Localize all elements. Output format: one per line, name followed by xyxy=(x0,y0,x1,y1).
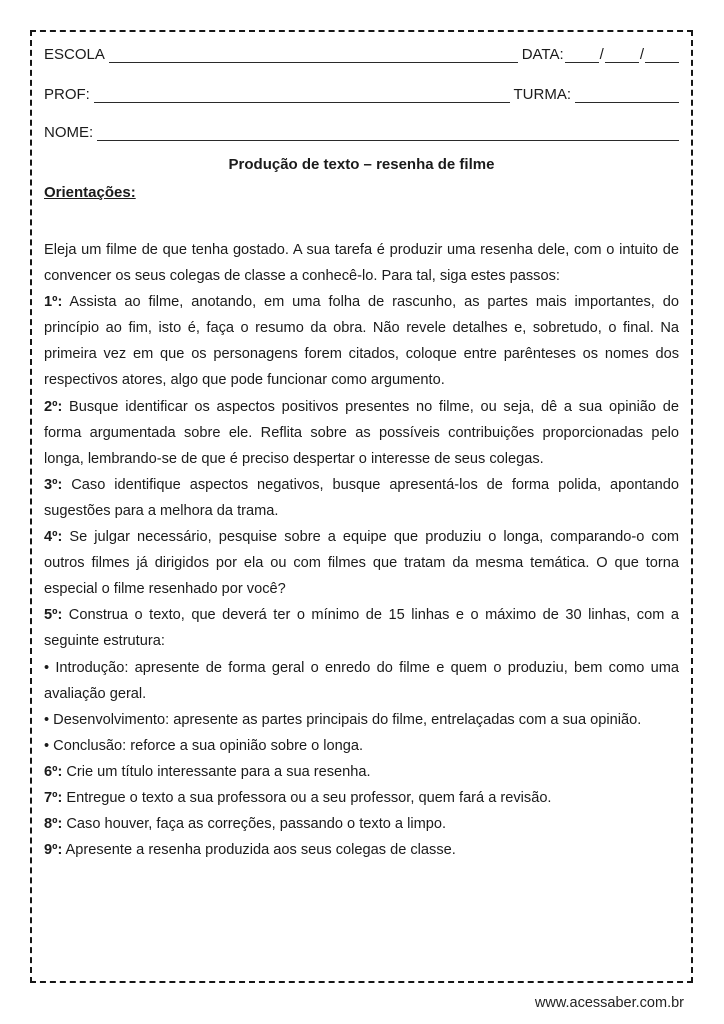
instruction-paragraph xyxy=(44,733,679,759)
instruction-paragraph xyxy=(44,394,679,472)
step-text: Se julgar necessário, pesquise sobre a equipe que produziu o longa, comparando-o com outros filmes já dirigidos por ela ou com filmes que tratam da mesma temática. O que torna especial o filme resenhado por você? xyxy=(44,529,679,598)
instruction-paragraph xyxy=(44,707,679,733)
instruction-paragraph xyxy=(44,655,679,707)
step-text: • Desenvolvimento: apresente as partes principais do filme, entrelaçadas com a sua opinião. xyxy=(44,711,642,728)
escola-label: ESCOLA xyxy=(44,46,105,63)
escola-blank-line xyxy=(109,47,518,63)
instruction-paragraph xyxy=(44,472,679,524)
prof-row xyxy=(44,87,679,103)
step-number: 4º: xyxy=(44,529,63,546)
step-text: Caso identifique aspectos negativos, busque apresentá-los de forma polida, apontando sugestões para a melhora da trama. xyxy=(44,476,679,519)
prof-blank-line xyxy=(94,87,510,103)
date-separator: / xyxy=(599,46,604,63)
step-number: 9º: xyxy=(44,842,63,859)
step-text: Entregue o texto a sua professora ou a seu professor, quem fará a revisão. xyxy=(62,789,552,806)
turma-label: TURMA: xyxy=(513,86,571,103)
instruction-paragraph xyxy=(44,289,679,393)
instruction-paragraph xyxy=(44,602,679,654)
step-number: 5º: xyxy=(44,607,63,624)
step-text: Crie um título interessante para a sua resenha. xyxy=(62,763,371,780)
step-number: 6º: xyxy=(44,763,63,780)
data-label: DATA: xyxy=(521,46,564,63)
orientacoes-heading: Orientações: xyxy=(44,184,136,201)
website-footer: www.acessaber.com.br xyxy=(534,995,684,1011)
page-title: Produção de texto – resenha de filme xyxy=(228,156,495,173)
instructions-body xyxy=(44,237,679,863)
nome-blank-line xyxy=(97,125,679,141)
step-text: Caso houver, faça as correções, passando o texto a limpo. xyxy=(62,816,447,833)
step-number: 8º: xyxy=(44,816,63,833)
instruction-paragraph xyxy=(44,237,679,289)
nome-label: NOME: xyxy=(44,124,94,141)
date-day-blank-line xyxy=(565,47,599,63)
instruction-paragraph xyxy=(44,785,679,811)
prof-label: PROF: xyxy=(44,86,90,103)
instruction-paragraph xyxy=(44,524,679,602)
step-text: Busque identificar os aspectos positivos presentes no filme, ou seja, dê a sua opinião de forma argumentada sobre ele. Reflita sobre as possíveis contribuições proporcionadas pelo longa, lembrando-se de que é preciso despertar o interesse de seus colegas. xyxy=(44,398,679,467)
worksheet-frame xyxy=(30,30,693,983)
step-text: Assista ao filme, anotando, em uma folha de rascunho, as partes mais importantes, do princípio ao fim, isto é, faça o resumo da obra. Não revele detalhes e, sobretudo, o final. Na primeira vez em que os personagens forem citados, coloque entre parênteses os nomes dos respectivos atores, algo que pode funcionar como argumento. xyxy=(44,294,679,389)
step-number: 2º: xyxy=(44,398,63,415)
instruction-paragraph xyxy=(44,837,679,863)
date-separator: / xyxy=(639,46,644,63)
step-text: • Introdução: apresente de forma geral o enredo do filme e quem o produziu, bem como uma avaliação geral. xyxy=(44,659,679,702)
step-text: Construa o texto, que deverá ter o mínimo de 15 linhas e o máximo de 30 linhas, com a seguinte estrutura: xyxy=(44,607,679,650)
instruction-paragraph xyxy=(44,811,679,837)
escola-row xyxy=(44,47,679,63)
step-number: 7º: xyxy=(44,789,63,806)
nome-row xyxy=(44,125,679,141)
step-number: 1º: xyxy=(44,294,63,311)
step-number: 3º: xyxy=(44,476,63,493)
turma-blank-line xyxy=(575,87,679,103)
step-text: Eleja um filme de que tenha gostado. A sua tarefa é produzir uma resenha dele, com o intuito de convencer os seus colegas de classe a conhecê-lo. Para tal, siga estes passos: xyxy=(44,242,679,285)
step-text: • Conclusão: reforce a sua opinião sobre o longa. xyxy=(44,737,364,754)
step-text: Apresente a resenha produzida aos seus colegas de classe. xyxy=(62,842,456,859)
date-month-blank-line xyxy=(605,47,639,63)
instruction-paragraph xyxy=(44,759,679,785)
date-year-blank-line xyxy=(645,47,679,63)
